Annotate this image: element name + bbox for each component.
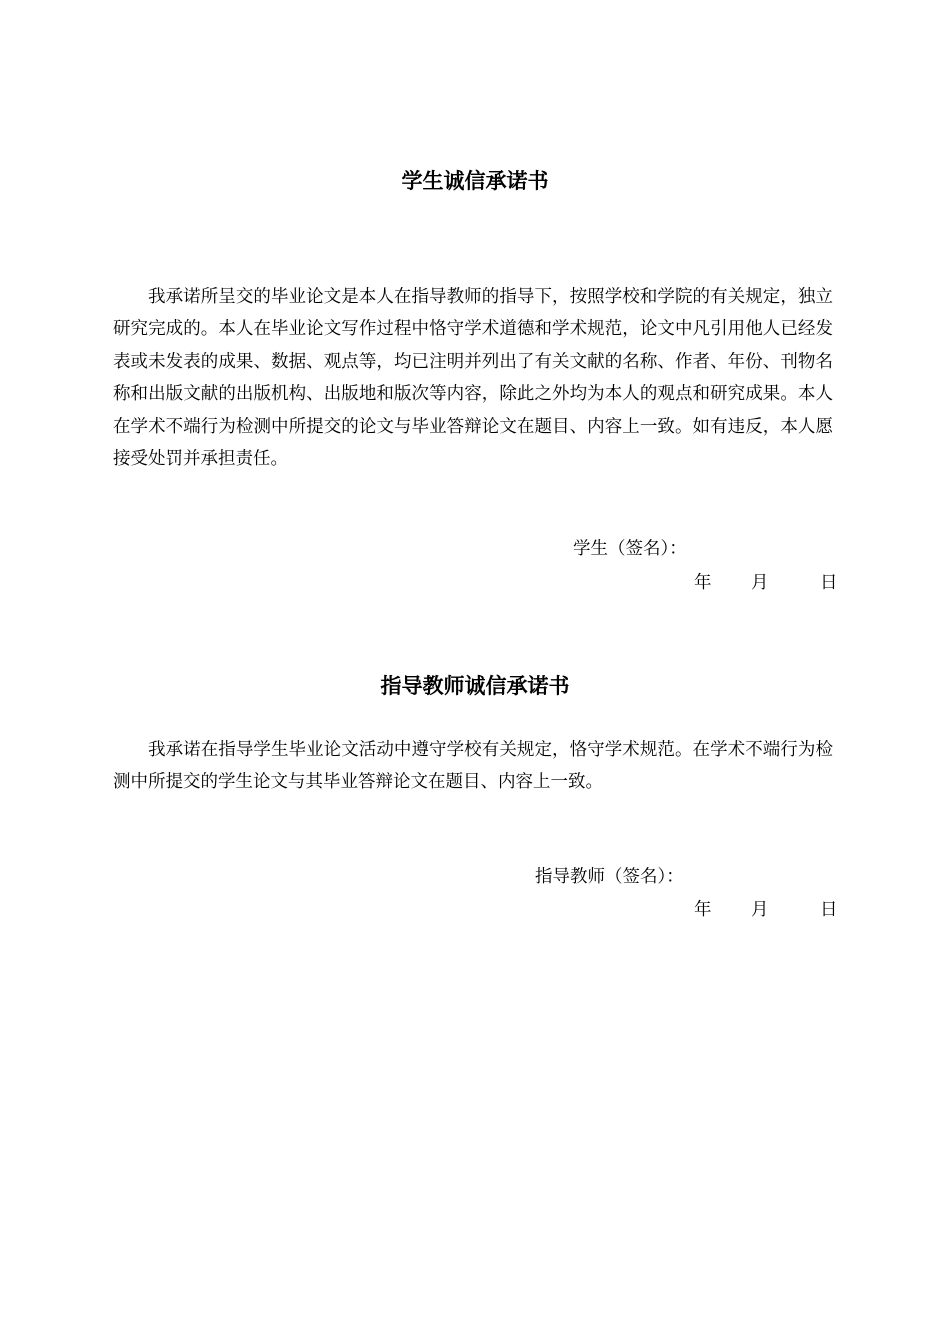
teacher-pledge-body: 我承诺在指导学生毕业论文活动中遵守学校有关规定，恪守学术规范。在学术不端行为检测中所提交的学生论文与其毕业答辩论文在题目、内容上一致。: [113, 740, 833, 793]
teacher-date-year: 年: [694, 900, 712, 920]
student-signature-label: 学生（签名）：: [573, 539, 687, 559]
student-pledge-body: 我承诺所呈交的毕业论文是本人在指导教师的指导下，按照学校和学院的有关规定，独立研究完成的。本人在毕业论文写作过程中恪守学术道德和学术规范，论文中凡引用他人已经发表或未发表的成果、数据、观点等，均已注明并列出了有关文献的名称、作者、年份、刊物名称和出版文献的出版机构、出版地和版次等内容，除此之外均为本人的观点和研究成果。本人在学术不端行为检测中所提交的论文与毕业答辩论文在题目、内容上一致。如有违反，本人愿接受处罚并承担责任。: [113, 287, 833, 470]
student-date-month: 月: [751, 573, 769, 593]
student-date-day: 日: [820, 573, 838, 593]
teacher-pledge-title: 指导教师诚信承诺书: [380, 673, 570, 698]
student-pledge-title: 学生诚信承诺书: [401, 168, 549, 193]
teacher-date-month: 月: [751, 900, 769, 920]
teacher-date-day: 日: [820, 900, 838, 920]
teacher-signature-label: 指导教师（签名）：: [535, 867, 684, 887]
student-date-year: 年: [694, 573, 712, 593]
